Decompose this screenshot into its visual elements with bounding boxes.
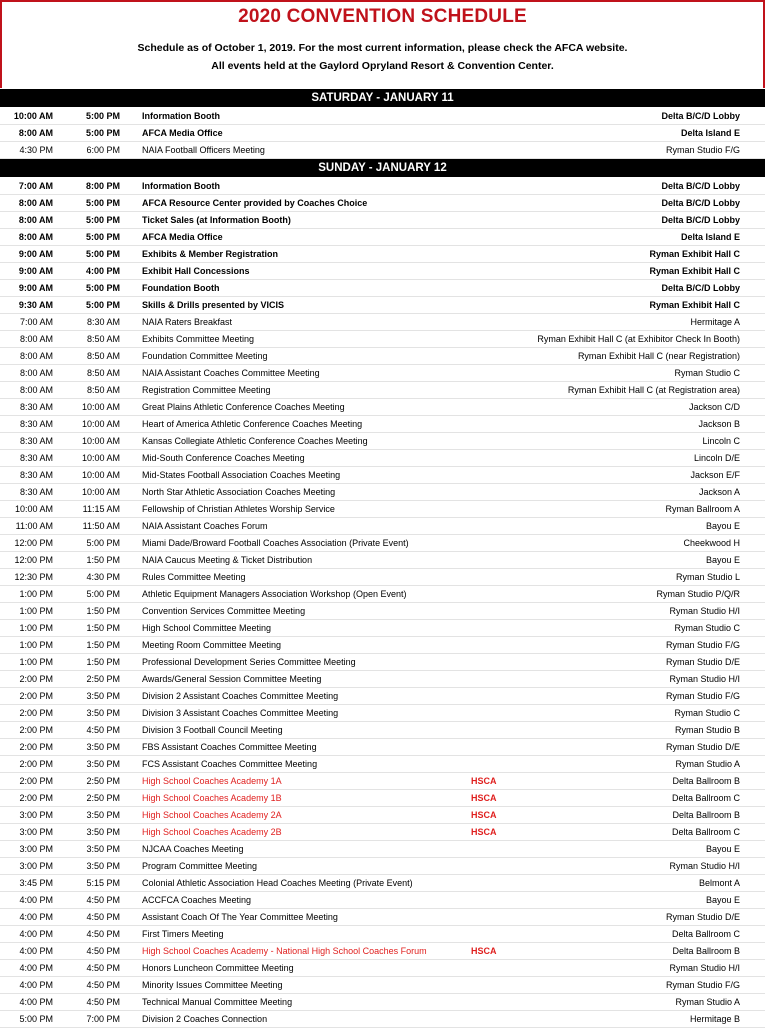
end-time: 1:50 PM xyxy=(86,606,120,616)
end-time: 5:00 PM xyxy=(86,538,120,548)
end-time: 3:50 PM xyxy=(86,861,120,871)
schedule-row xyxy=(0,229,765,246)
schedule-row xyxy=(0,654,765,671)
start-time: 2:00 PM xyxy=(19,674,53,684)
event-name: Great Plains Athletic Conference Coaches Meeting xyxy=(142,402,345,412)
event-location: Ryman Studio P/Q/R xyxy=(656,589,740,599)
event-name: Foundation Booth xyxy=(142,283,220,293)
start-time: 2:00 PM xyxy=(19,776,53,786)
event-name: Division 2 Coaches Connection xyxy=(142,1014,268,1024)
end-time: 4:00 PM xyxy=(85,266,120,276)
event-location: Ryman Exhibit Hall C xyxy=(649,249,740,259)
end-time: 4:50 PM xyxy=(86,929,120,939)
start-time: 2:00 PM xyxy=(19,725,53,735)
event-name: Convention Services Committee Meeting xyxy=(142,606,306,616)
end-time: 11:15 AM xyxy=(82,504,120,514)
start-time: 1:00 PM xyxy=(19,640,53,650)
event-name: NAIA Assistant Coaches Forum xyxy=(142,521,268,531)
schedule-row xyxy=(0,875,765,892)
start-time: 7:00 AM xyxy=(19,317,53,327)
schedule-row xyxy=(0,382,765,399)
event-name: High School Coaches Academy 1A xyxy=(142,776,282,786)
event-name: North Star Athletic Association Coaches Meeting xyxy=(142,487,336,497)
start-time: 9:00 AM xyxy=(18,283,53,293)
start-time: 10:00 AM xyxy=(13,111,53,121)
end-time: 10:00 AM xyxy=(81,436,120,446)
event-location: Delta Ballroom B xyxy=(672,946,740,956)
end-time: 8:00 PM xyxy=(85,181,120,191)
event-location: Delta B/C/D Lobby xyxy=(661,283,740,293)
event-name: Information Booth xyxy=(142,181,220,191)
end-time: 5:00 PM xyxy=(85,215,120,225)
end-time: 4:50 PM xyxy=(86,912,120,922)
schedule-row xyxy=(0,994,765,1011)
event-name: NJCAA Coaches Meeting xyxy=(142,844,244,854)
start-time: 2:00 PM xyxy=(19,742,53,752)
event-location: Bayou E xyxy=(705,555,740,565)
start-time: 1:00 PM xyxy=(19,606,53,616)
event-name: Exhibits & Member Registration xyxy=(142,249,279,259)
schedule-row xyxy=(0,450,765,467)
schedule-row xyxy=(0,178,765,195)
schedule-row xyxy=(0,263,765,280)
end-time: 4:50 PM xyxy=(86,997,120,1007)
end-time: 10:00 AM xyxy=(81,453,120,463)
start-time: 1:00 PM xyxy=(19,657,53,667)
start-time: 9:00 AM xyxy=(18,266,53,276)
end-time: 2:50 PM xyxy=(86,776,120,786)
end-time: 8:50 AM xyxy=(86,368,120,378)
event-location: Delta Island E xyxy=(680,128,740,138)
schedule-row xyxy=(0,892,765,909)
start-time: 7:00 AM xyxy=(18,181,53,191)
event-name: Technical Manual Committee Meeting xyxy=(142,997,293,1007)
schedule-row xyxy=(0,297,765,314)
start-time: 2:00 PM xyxy=(19,759,53,769)
end-time: 5:00 PM xyxy=(85,232,120,242)
start-time: 8:30 AM xyxy=(19,487,53,497)
end-time: 4:50 PM xyxy=(86,895,120,905)
schedule-row xyxy=(0,790,765,807)
event-name: ACCFCA Coaches Meeting xyxy=(142,895,252,905)
schedule-row xyxy=(0,1011,765,1028)
schedule-row xyxy=(0,108,765,125)
event-location: Bayou E xyxy=(705,521,740,531)
event-location: Ryman Studio F/G xyxy=(665,640,740,650)
end-time: 4:30 PM xyxy=(86,572,120,582)
schedule-note: Schedule as of October 1, 2019. For the most current information, please check the AFCA website. xyxy=(137,42,628,54)
day-header: SUNDAY - JANUARY 12 xyxy=(0,159,765,177)
end-time: 5:00 PM xyxy=(85,249,120,259)
event-location: Ryman Studio D/E xyxy=(665,912,740,922)
start-time: 9:30 AM xyxy=(18,300,53,310)
end-time: 3:50 PM xyxy=(86,759,120,769)
start-time: 12:00 PM xyxy=(14,555,53,565)
event-name: Kansas Collegiate Athletic Conference Coaches Meeting xyxy=(142,436,368,446)
event-name: High School Committee Meeting xyxy=(142,623,272,633)
start-time: 3:00 PM xyxy=(19,827,53,837)
schedule-row xyxy=(0,603,765,620)
event-location: Belmont A xyxy=(698,878,740,888)
end-time: 10:00 AM xyxy=(81,470,120,480)
schedule-row xyxy=(0,552,765,569)
event-name: Program Committee Meeting xyxy=(142,861,258,871)
end-time: 1:50 PM xyxy=(86,657,120,667)
event-location: Ryman Studio C xyxy=(674,708,740,718)
end-time: 1:50 PM xyxy=(86,623,120,633)
end-time: 2:50 PM xyxy=(86,674,120,684)
event-location: Ryman Studio D/E xyxy=(665,657,740,667)
start-time: 9:00 AM xyxy=(18,249,53,259)
event-location: Ryman Studio H/I xyxy=(669,963,740,973)
start-time: 4:00 PM xyxy=(19,895,53,905)
event-name: AFCA Media Office xyxy=(142,232,223,242)
event-location: Delta B/C/D Lobby xyxy=(661,181,740,191)
schedule-row xyxy=(0,195,765,212)
schedule-row xyxy=(0,909,765,926)
event-name: Division 2 Assistant Coaches Committee Meeting xyxy=(142,691,339,701)
end-time: 2:50 PM xyxy=(86,793,120,803)
end-time: 8:30 AM xyxy=(86,317,120,327)
event-location: Hermitage B xyxy=(689,1014,740,1024)
schedule-row xyxy=(0,858,765,875)
schedule-row xyxy=(0,212,765,229)
event-name: Rules Committee Meeting xyxy=(142,572,246,582)
schedule-row xyxy=(0,756,765,773)
schedule-row xyxy=(0,841,765,858)
start-time: 8:30 AM xyxy=(19,470,53,480)
start-time: 4:00 PM xyxy=(19,980,53,990)
start-time: 8:00 AM xyxy=(18,215,53,225)
event-name: AFCA Resource Center provided by Coaches Choice xyxy=(142,198,368,208)
schedule-row xyxy=(0,501,765,518)
event-location: Ryman Studio C xyxy=(674,623,740,633)
end-time: 3:50 PM xyxy=(86,708,120,718)
start-time: 3:45 PM xyxy=(19,878,53,888)
start-time: 2:00 PM xyxy=(19,793,53,803)
event-location: Ryman Studio A xyxy=(675,759,740,769)
event-name: Mid-South Conference Coaches Meeting xyxy=(142,453,305,463)
start-time: 10:00 AM xyxy=(14,504,53,514)
schedule-row xyxy=(0,280,765,297)
event-name: Exhibits Committee Meeting xyxy=(142,334,255,344)
schedule-row xyxy=(0,773,765,790)
end-time: 1:50 PM xyxy=(86,555,120,565)
event-location: Jackson B xyxy=(698,419,740,429)
event-location: Ryman Studio F/G xyxy=(665,691,740,701)
event-location: Ryman Studio F/G xyxy=(665,980,740,990)
end-time: 3:50 PM xyxy=(86,742,120,752)
event-name: FCS Assistant Coaches Committee Meeting xyxy=(142,759,318,769)
end-time: 3:50 PM xyxy=(86,691,120,701)
end-time: 4:50 PM xyxy=(86,980,120,990)
schedule-row xyxy=(0,688,765,705)
start-time: 8:00 AM xyxy=(19,385,53,395)
start-time: 8:30 AM xyxy=(19,436,53,446)
schedule-row xyxy=(0,365,765,382)
event-name: Minority Issues Committee Meeting xyxy=(142,980,283,990)
event-name: Heart of America Athletic Conference Coaches Meeting xyxy=(142,419,363,429)
schedule-row xyxy=(0,807,765,824)
event-location: Ryman Studio H/I xyxy=(669,861,740,871)
event-name: NAIA Caucus Meeting & Ticket Distribution xyxy=(142,555,313,565)
end-time: 11:50 AM xyxy=(82,521,120,531)
page-title: 2020 CONVENTION SCHEDULE xyxy=(238,6,527,27)
start-time: 4:00 PM xyxy=(19,946,53,956)
event-location: Ryman Exhibit Hall C (at Registration area) xyxy=(567,385,740,395)
start-time: 11:00 AM xyxy=(15,521,53,531)
schedule-row xyxy=(0,535,765,552)
event-tag: HSCA xyxy=(471,946,497,956)
event-name: FBS Assistant Coaches Committee Meeting xyxy=(142,742,317,752)
event-location: Ryman Studio F/G xyxy=(665,145,740,155)
end-time: 6:00 PM xyxy=(86,145,120,155)
start-time: 4:30 PM xyxy=(19,145,53,155)
event-name: Foundation Committee Meeting xyxy=(142,351,268,361)
event-location: Bayou E xyxy=(705,895,740,905)
end-time: 3:50 PM xyxy=(86,844,120,854)
event-name: Meeting Room Committee Meeting xyxy=(142,640,282,650)
event-location: Ryman Exhibit Hall C xyxy=(649,300,740,310)
event-name: High School Coaches Academy 1B xyxy=(142,793,282,803)
schedule-row xyxy=(0,331,765,348)
start-time: 4:00 PM xyxy=(19,912,53,922)
event-name: Awards/General Session Committee Meeting xyxy=(142,674,322,684)
start-time: 8:30 AM xyxy=(19,453,53,463)
event-name: High School Coaches Academy 2A xyxy=(142,810,282,820)
end-time: 7:00 PM xyxy=(86,1014,120,1024)
event-location: Hermitage A xyxy=(690,317,740,327)
event-name: Division 3 Football Council Meeting xyxy=(142,725,283,735)
start-time: 8:00 AM xyxy=(18,128,53,138)
end-time: 4:50 PM xyxy=(86,963,120,973)
event-tag: HSCA xyxy=(471,793,497,803)
event-location: Delta Ballroom B xyxy=(672,776,740,786)
start-time: 3:00 PM xyxy=(19,861,53,871)
event-location: Ryman Studio H/I xyxy=(669,674,740,684)
event-location: Ryman Exhibit Hall C (near Registration) xyxy=(577,351,740,361)
start-time: 12:00 PM xyxy=(14,538,53,548)
schedule-row xyxy=(0,824,765,841)
event-name: Athletic Equipment Managers Association Workshop (Open Event) xyxy=(142,589,407,599)
schedule-row xyxy=(0,586,765,603)
schedule-row xyxy=(0,637,765,654)
event-name: Information Booth xyxy=(142,111,220,121)
event-tag: HSCA xyxy=(471,776,497,786)
end-time: 8:50 AM xyxy=(86,385,120,395)
event-name: AFCA Media Office xyxy=(142,128,223,138)
event-name: NAIA Raters Breakfast xyxy=(142,317,233,327)
event-tag: HSCA xyxy=(471,827,497,837)
event-location: Ryman Studio C xyxy=(674,368,740,378)
schedule-row xyxy=(0,620,765,637)
event-location: Delta B/C/D Lobby xyxy=(661,111,740,121)
start-time: 8:00 AM xyxy=(19,334,53,344)
event-name: Mid-States Football Association Coaches Meeting xyxy=(142,470,341,480)
schedule-row xyxy=(0,960,765,977)
event-name: Registration Committee Meeting xyxy=(142,385,271,395)
event-name: Assistant Coach Of The Year Committee Meeting xyxy=(142,912,338,922)
schedule-row xyxy=(0,433,765,450)
event-tag: HSCA xyxy=(471,810,497,820)
start-time: 8:30 AM xyxy=(19,402,53,412)
start-time: 4:00 PM xyxy=(19,963,53,973)
event-location: Ryman Ballroom A xyxy=(665,504,740,514)
event-location: Delta Ballroom C xyxy=(671,827,740,837)
schedule-row xyxy=(0,977,765,994)
start-time: 12:30 PM xyxy=(14,572,53,582)
end-time: 10:00 AM xyxy=(81,419,120,429)
start-time: 1:00 PM xyxy=(19,589,53,599)
event-name: High School Coaches Academy - National High School Coaches Forum xyxy=(142,946,427,956)
start-time: 8:00 AM xyxy=(19,368,53,378)
event-location: Delta Ballroom B xyxy=(672,810,740,820)
start-time: 2:00 PM xyxy=(19,708,53,718)
event-location: Lincoln D/E xyxy=(693,453,740,463)
event-location: Jackson C/D xyxy=(688,402,740,412)
event-name: NAIA Assistant Coaches Committee Meeting xyxy=(142,368,320,378)
end-time: 10:00 AM xyxy=(81,402,120,412)
event-name: Professional Development Series Committee Meeting xyxy=(142,657,356,667)
end-time: 5:00 PM xyxy=(85,111,120,121)
schedule-row xyxy=(0,416,765,433)
event-name: Ticket Sales (at Information Booth) xyxy=(142,215,291,225)
end-time: 5:00 PM xyxy=(86,589,120,599)
schedule-row xyxy=(0,246,765,263)
end-time: 5:00 PM xyxy=(85,283,120,293)
event-location: Delta Ballroom C xyxy=(671,929,740,939)
event-location: Ryman Exhibit Hall C (at Exhibitor Check In Booth) xyxy=(537,334,740,344)
event-location: Delta Island E xyxy=(680,232,740,242)
event-name: First Timers Meeting xyxy=(142,929,224,939)
start-time: 8:00 AM xyxy=(18,198,53,208)
end-time: 8:50 AM xyxy=(86,351,120,361)
event-name: High School Coaches Academy 2B xyxy=(142,827,282,837)
schedule-row xyxy=(0,125,765,142)
schedule-row xyxy=(0,943,765,960)
schedule-row xyxy=(0,399,765,416)
start-time: 8:00 AM xyxy=(18,232,53,242)
event-name: NAIA Football Officers Meeting xyxy=(142,145,265,155)
venue-note: All events held at the Gaylord Opryland Resort & Convention Center. xyxy=(211,60,554,72)
start-time: 4:00 PM xyxy=(19,997,53,1007)
event-location: Ryman Studio H/I xyxy=(669,606,740,616)
schedule-row xyxy=(0,314,765,331)
event-name: Exhibit Hall Concessions xyxy=(142,266,250,276)
end-time: 10:00 AM xyxy=(81,487,120,497)
event-location: Lincoln C xyxy=(702,436,740,446)
event-name: Division 3 Assistant Coaches Committee Meeting xyxy=(142,708,339,718)
event-location: Jackson A xyxy=(698,487,740,497)
event-location: Ryman Exhibit Hall C xyxy=(649,266,740,276)
schedule-row xyxy=(0,739,765,756)
event-location: Delta B/C/D Lobby xyxy=(661,215,740,225)
schedule-row xyxy=(0,467,765,484)
start-time: 3:00 PM xyxy=(19,810,53,820)
end-time: 5:00 PM xyxy=(85,300,120,310)
event-location: Jackson E/F xyxy=(690,470,740,480)
schedule-row xyxy=(0,142,765,159)
event-location: Ryman Studio L xyxy=(675,572,740,582)
start-time: 5:00 PM xyxy=(19,1014,53,1024)
event-location: Delta B/C/D Lobby xyxy=(661,198,740,208)
event-location: Ryman Studio D/E xyxy=(665,742,740,752)
schedule-table xyxy=(0,89,765,1028)
start-time: 3:00 PM xyxy=(19,844,53,854)
schedule-row xyxy=(0,722,765,739)
schedule-row xyxy=(0,569,765,586)
event-location: Delta Ballroom C xyxy=(671,793,740,803)
event-name: Skills & Drills presented by VICIS xyxy=(142,300,285,310)
schedule-row xyxy=(0,926,765,943)
event-location: Cheekwood H xyxy=(683,538,740,548)
start-time: 2:00 PM xyxy=(19,691,53,701)
start-time: 1:00 PM xyxy=(19,623,53,633)
end-time: 4:50 PM xyxy=(86,946,120,956)
start-time: 4:00 PM xyxy=(19,929,53,939)
start-time: 8:30 AM xyxy=(19,419,53,429)
event-name: Honors Luncheon Committee Meeting xyxy=(142,963,294,973)
end-time: 1:50 PM xyxy=(86,640,120,650)
schedule-row xyxy=(0,348,765,365)
schedule-row xyxy=(0,484,765,501)
event-name: Colonial Athletic Association Head Coaches Meeting (Private Event) xyxy=(142,878,413,888)
end-time: 5:00 PM xyxy=(85,128,120,138)
event-location: Ryman Studio A xyxy=(675,997,740,1007)
schedule-row xyxy=(0,705,765,722)
end-time: 5:00 PM xyxy=(85,198,120,208)
end-time: 5:15 PM xyxy=(86,878,120,888)
day-header: SATURDAY - JANUARY 11 xyxy=(0,89,765,107)
end-time: 3:50 PM xyxy=(86,810,120,820)
schedule-row xyxy=(0,518,765,535)
event-location: Ryman Studio B xyxy=(674,725,740,735)
event-name: Fellowship of Christian Athletes Worship Service xyxy=(142,504,335,514)
end-time: 3:50 PM xyxy=(86,827,120,837)
schedule-row xyxy=(0,671,765,688)
end-time: 4:50 PM xyxy=(86,725,120,735)
event-location: Bayou E xyxy=(705,844,740,854)
start-time: 8:00 AM xyxy=(19,351,53,361)
event-name: Miami Dade/Broward Football Coaches Association (Private Event) xyxy=(142,538,409,548)
end-time: 8:50 AM xyxy=(86,334,120,344)
